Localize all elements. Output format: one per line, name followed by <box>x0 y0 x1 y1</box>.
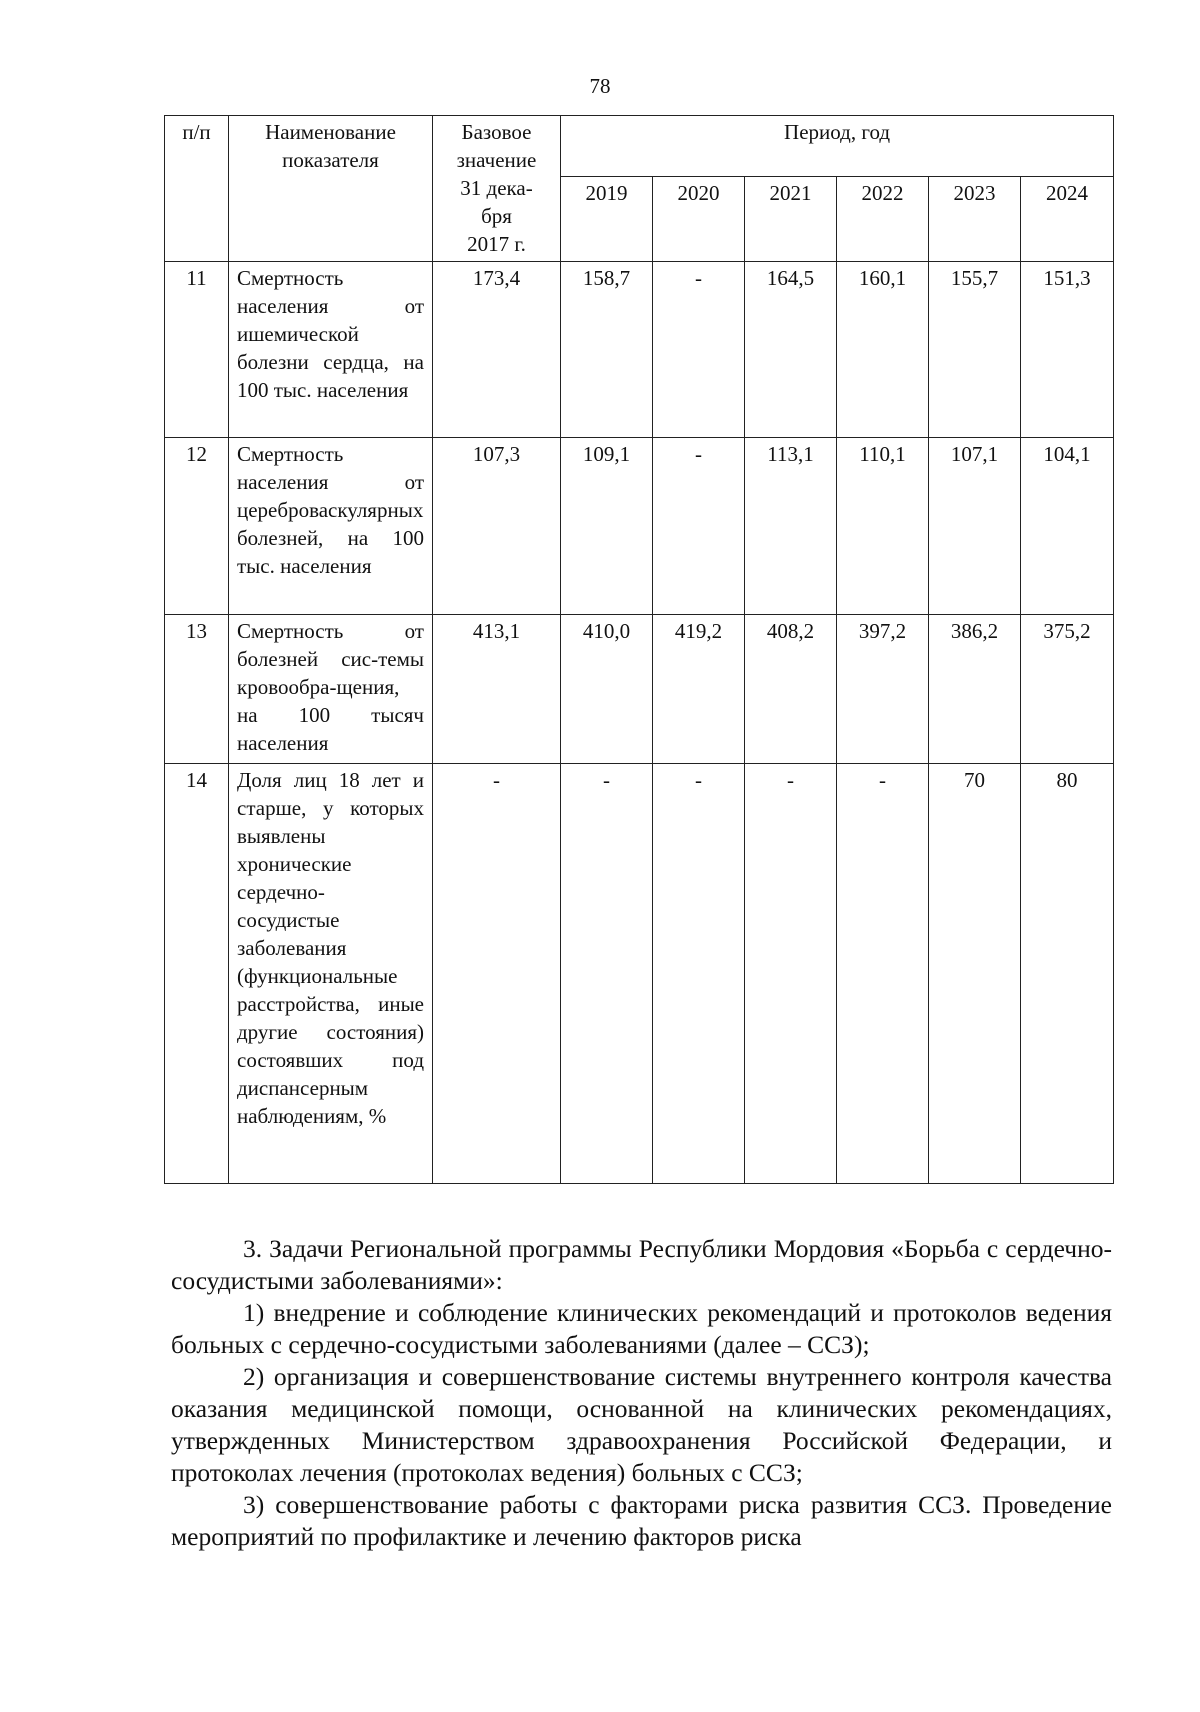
row-value: 397,2 <box>837 615 929 764</box>
row-base: 107,3 <box>433 438 561 615</box>
header-name-line: Наименование <box>265 120 396 144</box>
row-value: 164,5 <box>745 262 837 438</box>
paragraph: 3) совершенствование работы с факторами риска развития ССЗ. Проведение мероприятий по профилактике и лечению факторов риска <box>171 1490 1112 1551</box>
header-base-line: 2017 г. <box>467 232 526 256</box>
body-text <box>171 1233 1112 1553</box>
row-name: Смертность населения от ишемической болезни сердца, на 100 тыс. населения <box>229 262 433 438</box>
row-value: - <box>653 764 745 1184</box>
row-value: 410,0 <box>561 615 653 764</box>
table-row <box>165 615 1114 764</box>
paragraph: 2) организация и совершенствование системы внутреннего контроля качества оказания медицинской помощи, основанной на клинических рекомендациях, утвержденных Министерством здравоохранения Российской Федерации, и протоколах лечения (протоколах ведения) больных с ССЗ; <box>171 1362 1112 1487</box>
row-value: - <box>837 764 929 1184</box>
header-base-line: 31 дека- <box>460 176 533 200</box>
row-value: 151,3 <box>1021 262 1114 438</box>
table-header-row <box>165 116 1114 177</box>
row-base: 173,4 <box>433 262 561 438</box>
row-value: 104,1 <box>1021 438 1114 615</box>
header-period: Период, год <box>561 116 1114 177</box>
row-name: Доля лиц 18 лет и старше, у которых выявлены хронические сердечно-сосудистые заболевания (функциональные расстройства, иные другие состояния) состоявших под диспансерным наблюдениям, % <box>229 764 433 1184</box>
row-value: 386,2 <box>929 615 1021 764</box>
row-value: 70 <box>929 764 1021 1184</box>
row-value: 110,1 <box>837 438 929 615</box>
row-value: - <box>653 262 745 438</box>
row-value: 107,1 <box>929 438 1021 615</box>
table-row <box>165 764 1114 1184</box>
row-value: - <box>561 764 653 1184</box>
header-base-line: бря <box>481 204 512 228</box>
row-num: 13 <box>165 615 229 764</box>
row-value: 109,1 <box>561 438 653 615</box>
header-year: 2022 <box>837 177 929 262</box>
row-value: 113,1 <box>745 438 837 615</box>
header-base <box>433 116 561 262</box>
row-num: 11 <box>165 262 229 438</box>
row-value: 160,1 <box>837 262 929 438</box>
row-value: 158,7 <box>561 262 653 438</box>
row-base: 413,1 <box>433 615 561 764</box>
paragraph: 1) внедрение и соблюдение клинических рекомендаций и протоколов ведения больных с сердечно-сосудистыми заболеваниями (далее – ССЗ); <box>171 1298 1112 1359</box>
header-base-line: Базовое <box>461 120 532 144</box>
paragraph: 3. Задачи Региональной программы Республики Мордовия «Борьба с сердечно-сосудистыми заболеваниями»: <box>171 1234 1112 1295</box>
header-name <box>229 116 433 262</box>
row-num: 14 <box>165 764 229 1184</box>
row-base: - <box>433 764 561 1184</box>
header-year: 2020 <box>653 177 745 262</box>
row-name: Смертность от болезней сис-темы кровообра-щения, на 100 тысяч населения <box>229 615 433 764</box>
header-year: 2023 <box>929 177 1021 262</box>
row-value: 155,7 <box>929 262 1021 438</box>
header-num: п/п <box>165 116 229 262</box>
header-name-line: показателя <box>282 148 379 172</box>
row-value: - <box>745 764 837 1184</box>
row-value: - <box>653 438 745 615</box>
page-number: 78 <box>589 74 611 98</box>
row-value: 419,2 <box>653 615 745 764</box>
table-row <box>165 262 1114 438</box>
row-num: 12 <box>165 438 229 615</box>
row-name: Смертность населения от цереброваскулярных болезней, на 100 тыс. населения <box>229 438 433 615</box>
header-year: 2024 <box>1021 177 1114 262</box>
header-year: 2019 <box>561 177 653 262</box>
row-value: 80 <box>1021 764 1114 1184</box>
header-year: 2021 <box>745 177 837 262</box>
row-value: 408,2 <box>745 615 837 764</box>
header-base-line: значение <box>456 148 537 172</box>
row-value: 375,2 <box>1021 615 1114 764</box>
indicators-table <box>164 115 1114 1184</box>
table-row <box>165 438 1114 615</box>
